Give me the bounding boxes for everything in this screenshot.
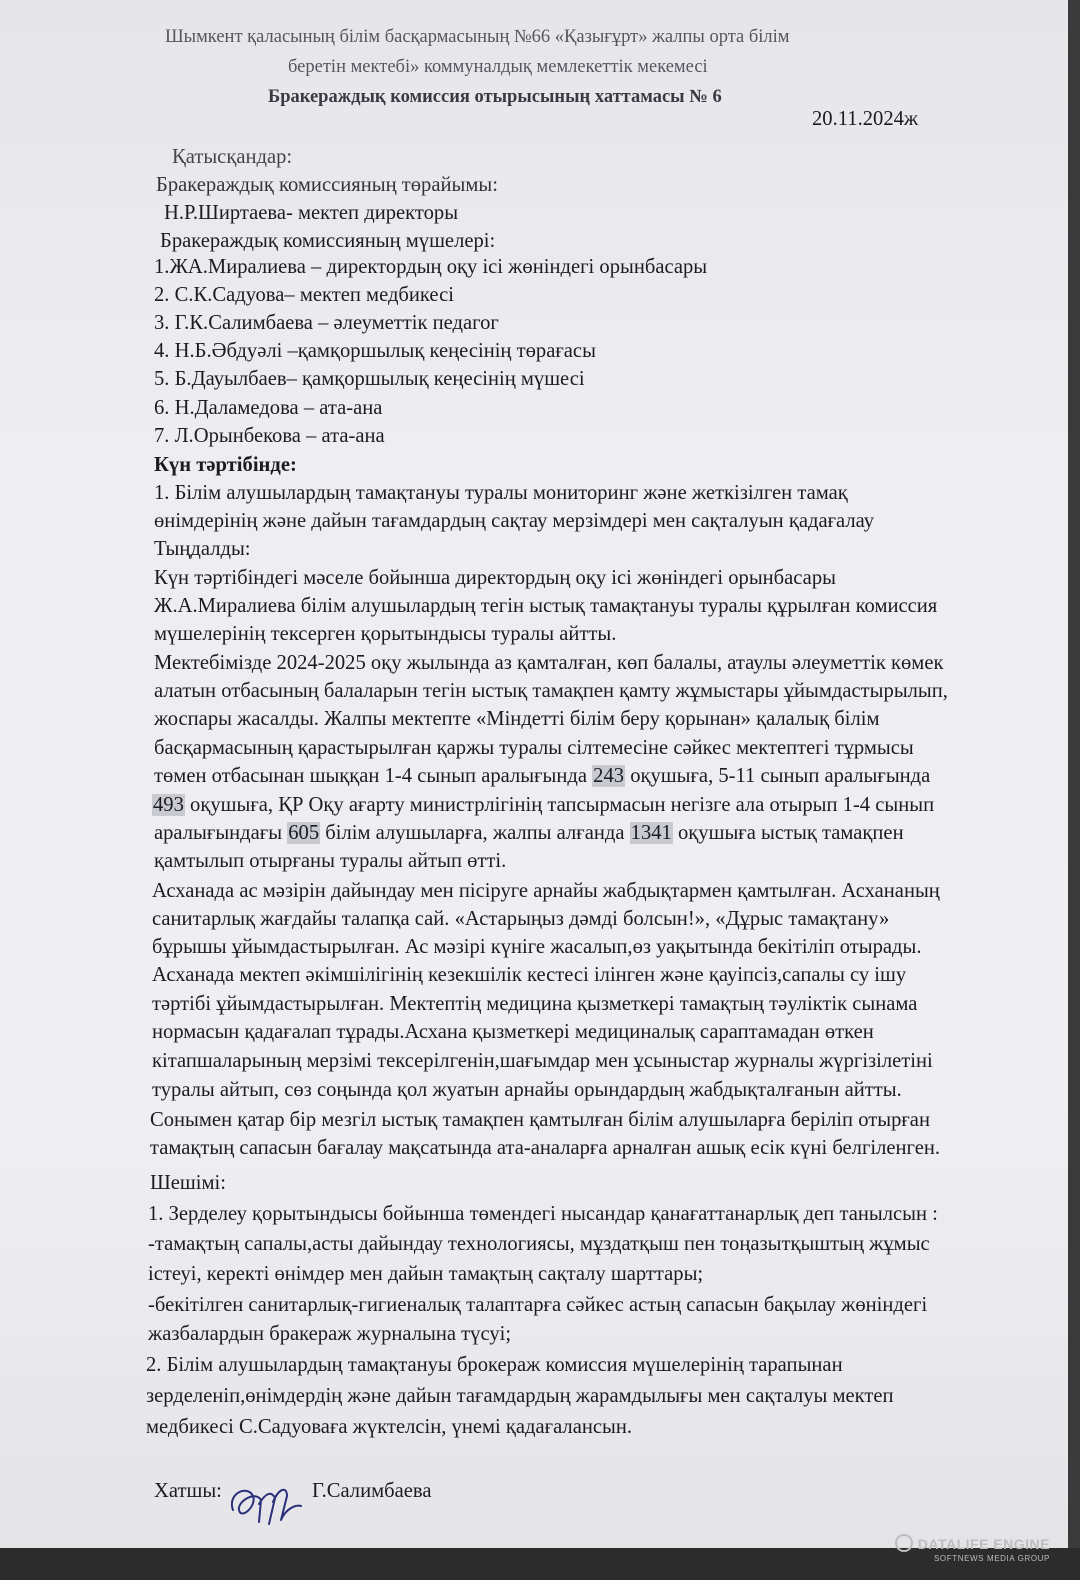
decision-heading: Шешімі:	[150, 1172, 226, 1194]
paragraph-line: Асханада мектеп әкімшілігінің кезекшілік кестесі ілінген және қауіпсіз,сапалы су ішу	[152, 964, 907, 986]
decision-line: -бекітілген санитарлық-гигиеналық талаптарға сәйкес астың сапасын бақылау жөніндегі	[148, 1294, 928, 1316]
paragraph-line: тамақтың сапасын бағалау мақсатында ата-аналарға арналған ашық есік күні белгіленген.	[150, 1137, 941, 1159]
member-item: 5. Б.Дауылбаев– қамқоршылық кеңесінің мүшесі	[154, 368, 585, 390]
member-item: 2. С.К.Садуова– мектеп медбикесі	[154, 284, 454, 306]
text-run: оқушыға, 5-11 сынып аралығында	[625, 765, 931, 787]
paragraph-line: мүшелерінің тексерген қорытындысы туралы айтты.	[154, 623, 617, 645]
paragraph-line: туралы айтып, сөз соңында қол жуатын арнайы орындардың жабдықталғанын айтты.	[152, 1079, 902, 1101]
paragraph-line: бұрышы ұйымдастырылған. Ас мәзірі күнiге жасалып,өз уақытында бекітіліп отырады.	[152, 936, 922, 958]
chair-heading: Бракераждық комиссияның төрайымы:	[156, 174, 498, 196]
header-line-2: беретін мектебі» коммуналдық мемлекеттік мекемесі	[288, 57, 708, 77]
paragraph-line: Сонымен қатар бір мезгіл ыстық тамақпен қамтылған білім алушыларға беріліп отырған	[150, 1109, 930, 1131]
paragraph-line: Мектебімізде 2024-2025 оқу жылында аз қамталған, көп балалы, атаулы әлеуметтік көмек	[154, 652, 944, 674]
attendees-heading: Қатысқандар:	[172, 146, 293, 168]
paragraph-line	[154, 763, 930, 789]
agenda-item-line: 1. Білім алушылардың тамақтануы туралы мониторинг және жеткізілген тамақ	[154, 482, 848, 504]
text-run: білім алушыларға, жалпы алғанда	[320, 822, 630, 844]
paragraph-line: Күн тәртібіндегі мәселе бойынша директордың оқу ісі жөніндегі орынбасары	[154, 567, 836, 589]
member-item: 3. Г.К.Салимбаева – әлеуметтік педагог	[154, 312, 499, 334]
paragraph-line: Асханада ас мәзірін дайындау мен пісіруге арнайы жабдықтармен қамтылған. Асхананың	[152, 880, 940, 902]
paragraph-line: санитарлық жағдайы талапқа сай. «Астарыңыз дәмді болсын!», «Дұрыс тамақтану»	[152, 908, 890, 930]
count-highlight: 243	[593, 765, 625, 787]
member-item: 7. Л.Орынбекова – ата-ана	[154, 425, 385, 447]
decision-line: 2. Білім алушылардың тамақтануы брокераж комиссия мүшелерінің тарапынан	[146, 1354, 843, 1376]
header-line-1: Шымкент қаласының білім басқармасының №66 «Қазығұрт» жалпы орта білім	[165, 27, 790, 47]
paragraph-line: жоспары жасалды. Жалпы мектепте «Міндетті білім беру қорынан» қалалық білім	[154, 708, 880, 730]
paragraph-line: алатын отбасының балаларын тегін ыстық тамақпен қамту жұмыстары ұйымдастырылып,	[154, 680, 948, 702]
secretary-name: Г.Салимбаева	[312, 1480, 432, 1502]
members-heading: Бракераждық комиссияның мүшелері:	[160, 230, 496, 252]
signature-label: Хатшы:	[154, 1480, 222, 1502]
heard-heading: Тыңдалды:	[154, 538, 251, 560]
member-item: 6. Н.Даламедова – ата-ана	[154, 397, 383, 419]
document-title: Бракераждық комиссия отырысының хаттамасы № 6	[268, 87, 722, 107]
paragraph-line: басқармасының қарастырылған қаржы туралы сілтемесіне сәйкес мектептегі тұрмысы	[154, 737, 914, 759]
text-run: аралығындағы	[154, 822, 288, 844]
decision-line: 1. Зерделеу қорытындысы бойынша төмендегі нысандар қанағаттанарлық деп танылсын :	[148, 1203, 938, 1225]
paragraph-line	[152, 792, 934, 818]
paragraph-line: тәртібі ұйымдастырылған. Мектептің медицина қызметкері тамақтың тәуліктік сынама	[152, 993, 918, 1015]
text-run: төмен отбасынан шыққан 1-4 сынып аралығында	[154, 765, 593, 787]
agenda-heading: Күн тәртібінде:	[154, 454, 297, 476]
paragraph-line: қамтылып отырғаны туралы айтып өтті.	[154, 850, 507, 872]
decision-line: жазбалардын бракераж журналына түсуі;	[148, 1323, 512, 1345]
text-run: оқушыға ыстық тамақпен	[672, 822, 904, 844]
member-item: 4. Н.Б.Әбдуәлі –қамқоршылық кеңесінің төрағасы	[154, 340, 596, 362]
count-highlight: 493	[153, 794, 184, 816]
watermark-line-1: DATALIFE ENGINE	[917, 1536, 1050, 1552]
decision-line: -тамақтың сапалы,асты дайындау технологиясы, мұздатқыш пен тоңазытқыштың жұмыс	[148, 1233, 930, 1255]
paragraph-line: нормасын қадағалап тұрады.Асхана қызметкері медициналық сараптамадан өткен	[152, 1021, 874, 1043]
decision-line: зерделеніп,өнімдердің және дайын тағамдардың жарамдылығы мен сақталуы мектеп	[146, 1385, 894, 1407]
count-highlight: 1341	[630, 822, 672, 844]
text-run: оқушыға, ҚР Оқу ағарту министрлігінің тапсырмасын негізге ала отырып 1-4 сынып	[184, 794, 935, 816]
watermark	[895, 1534, 1050, 1566]
count-highlight: 605	[288, 822, 320, 844]
datalife-logo-icon	[895, 1534, 913, 1552]
document-date: 20.11.2024ж	[812, 108, 919, 130]
handwritten-signature	[225, 1480, 305, 1530]
agenda-item-line: өнімдерінің және дайын тағамдардың сақтау мерзімдері мен сақталуын қадағалау	[154, 510, 875, 532]
decision-line: медбикесі С.Садуоваға жүктелсін, үнемі қадағалансын.	[146, 1416, 633, 1438]
chair-name: Н.Р.Ширтаева- мектеп директоры	[164, 202, 459, 224]
paragraph-line: кітапшаларының мерзімі тексерілгенін,шағымдар мен ұсыныстар журналы жүргізілетіні	[152, 1050, 933, 1072]
decision-line: істеуі, керекті өнімдер мен дайын тамақтың сақталу шарттары;	[148, 1263, 704, 1285]
paragraph-line	[154, 820, 904, 846]
member-item: 1.ЖА.Миралиева – директордың оқу ісі жөніндегі орынбасары	[154, 256, 708, 278]
watermark-line-2: SOFTNEWS MEDIA GROUP	[933, 1554, 1050, 1563]
paragraph-line: Ж.А.Миралиева білім алушылардың тегін ыстық тамақтануы туралы құрылған комиссия	[154, 595, 938, 617]
